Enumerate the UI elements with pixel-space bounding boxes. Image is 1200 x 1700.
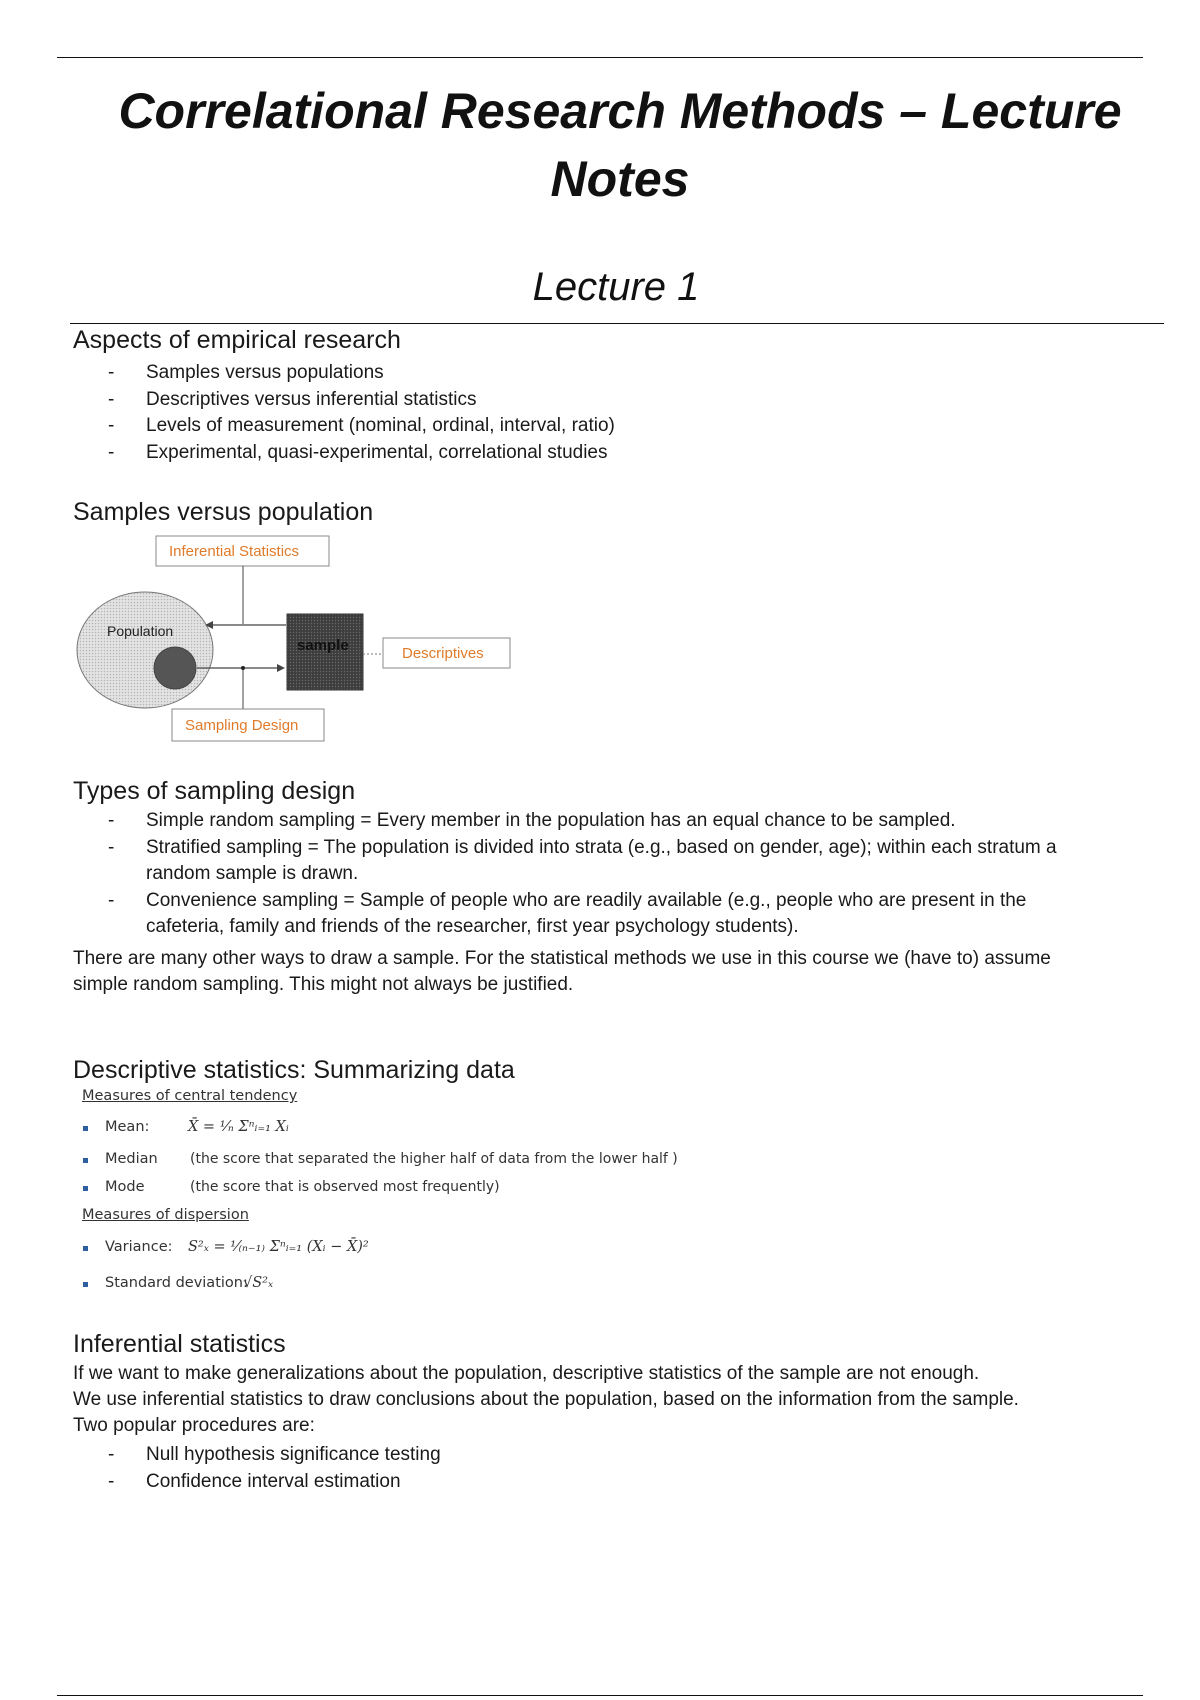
population-label: Population xyxy=(107,623,174,639)
descriptive-stats-panel: Measures of central tendency Mean: X̄ = ¹⁄ₙ Σⁿᵢ₌₁ Xᵢ Median (the score that separated the higher half of data from the lower half ) Mode (the score that is observed most frequently) Measures of dispersion Variance: S²ₓ = ¹⁄₍ₙ₋₁₎ Σⁿᵢ₌₁ (Xᵢ − X̄)² Standard deviation: √S²ₓ xyxy=(82,1088,678,1291)
list-item: - Stratified sampling = The population is divided into strata (e.g., based on gender, age); within each stratum a random sample is drawn. xyxy=(108,836,1057,884)
inferential-list xyxy=(100,1442,441,1495)
population-ellipse xyxy=(77,592,213,708)
top-rule xyxy=(57,57,1143,58)
bottom-rule xyxy=(57,1695,1143,1696)
list-item: - Samples versus populations xyxy=(108,362,384,383)
dispersion-title: Measures of dispersion xyxy=(82,1207,249,1223)
central-tendency-title: Measures of central tendency xyxy=(82,1088,298,1104)
lecture-heading: Lecture 1 xyxy=(532,265,700,309)
list-item: - Convenience sampling = Sample of people who are readily available (e.g., people who are present in the cafeteria, family and friends of the researcher, first year psychology students). xyxy=(108,889,1027,937)
list-item: - Simple random sampling = Every member in the population has an equal chance to be sampled. xyxy=(108,810,956,831)
sample-label: sample xyxy=(297,637,349,654)
list-item: - Levels of measurement (nominal, ordinal, interval, ratio) xyxy=(108,415,615,436)
descriptives-label: Descriptives xyxy=(402,645,484,662)
inferential-label: Inferential Statistics xyxy=(169,543,300,560)
inferential-heading: Inferential statistics xyxy=(73,1330,286,1358)
variance-formula: S²ₓ = ¹⁄₍ₙ₋₁₎ Σⁿᵢ₌₁ (Xᵢ − X̄)² xyxy=(188,1239,369,1255)
list-item: - Experimental, quasi-experimental, correlational studies xyxy=(108,441,608,463)
samples-population-diagram xyxy=(73,532,518,746)
inferential-text: If we want to make generalizations about the population, descriptive statistics of the sample are not enough. We use inferential statistics to draw conclusions about the population, based on the information from the sample. Two popular procedures are: xyxy=(73,1363,1019,1436)
samples-heading: Samples versus population xyxy=(73,498,374,526)
aspects-list xyxy=(100,360,615,466)
list-item: - Confidence interval estimation xyxy=(108,1470,401,1492)
sampling-design-label: Sampling Design xyxy=(185,717,299,734)
list-item: - Descriptives versus inferential statistics xyxy=(108,388,477,410)
lecture-underline xyxy=(70,323,1164,324)
sampling-design-list xyxy=(100,808,1057,941)
document-title: Correlational Research Methods – Lecture Notes xyxy=(118,83,1122,207)
aspects-heading: Aspects of empirical research xyxy=(73,326,401,354)
descriptive-heading: Descriptive statistics: Summarizing data xyxy=(73,1056,515,1084)
sampling-note: There are many other ways to draw a sample. For the statistical methods we use in this course we (have to) assume simple random sampling. This might not always be justified. xyxy=(73,948,1051,995)
mean-formula: X̄ = ¹⁄ₙ Σⁿᵢ₌₁ Xᵢ xyxy=(188,1119,289,1135)
sampling-design-heading: Types of sampling design xyxy=(73,777,356,805)
sampled-subset-circle xyxy=(154,647,196,689)
sd-formula: √S²ₓ xyxy=(243,1275,274,1291)
list-item: - Null hypothesis significance testing xyxy=(108,1444,441,1465)
